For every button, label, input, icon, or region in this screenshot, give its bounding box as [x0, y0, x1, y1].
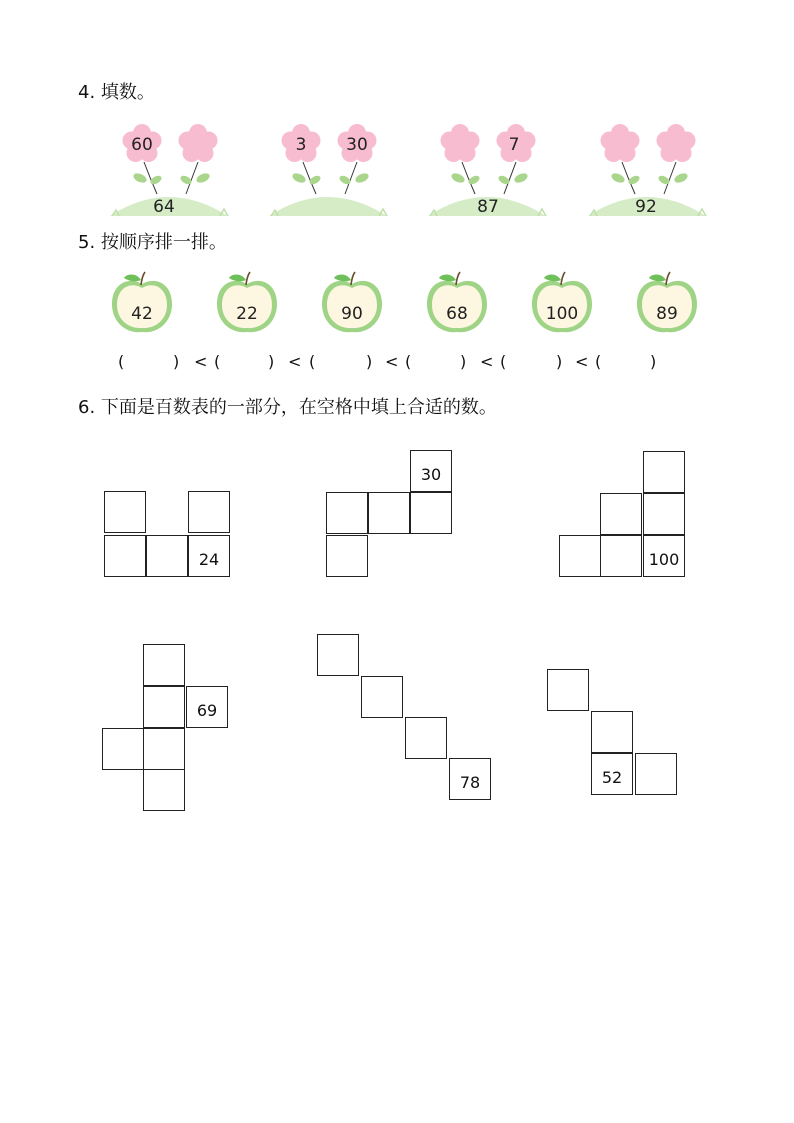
apple-4: [425, 270, 489, 336]
hundred-chart-cell[interactable]: [410, 492, 452, 534]
paren-close: ): [556, 352, 563, 371]
hundred-chart-cell[interactable]: [643, 451, 685, 493]
paren-open: (: [500, 352, 507, 371]
paren-open: (: [595, 352, 602, 371]
hundred-chart-cell[interactable]: [635, 753, 677, 795]
hundred-chart-cell[interactable]: [104, 535, 146, 577]
hundred-chart-cell[interactable]: [405, 717, 447, 759]
apple-5: [530, 270, 594, 336]
hundred-chart-cell[interactable]: [368, 492, 410, 534]
flower-left-number: 60: [131, 135, 153, 155]
paren-close: ): [173, 352, 180, 371]
apple-icon: [320, 270, 384, 336]
flower-right-number: 7: [508, 135, 520, 155]
hundred-chart-cell[interactable]: [143, 644, 185, 686]
hundred-chart-cell[interactable]: [143, 686, 185, 728]
hundred-chart-cell[interactable]: [188, 491, 230, 533]
hundred-chart-cell[interactable]: [591, 711, 633, 753]
apple-number: 89: [656, 304, 678, 324]
apple-2: [215, 270, 279, 336]
hundred-chart-cell-given: 30: [410, 450, 452, 492]
flower-right-number: 30: [346, 135, 368, 155]
hundred-chart-cell[interactable]: [361, 676, 403, 718]
flower-total-number: 92: [635, 197, 657, 217]
hundred-chart-cell[interactable]: [143, 769, 185, 811]
paren-close: ): [650, 352, 657, 371]
less-than-sign: <: [288, 352, 302, 371]
hundred-chart-cell-given: 100: [643, 535, 685, 577]
apple-number: 68: [446, 304, 468, 324]
apple-6: [635, 270, 699, 336]
less-than-sign: <: [480, 352, 494, 371]
flower-group-1: [110, 120, 230, 220]
apple-icon: [530, 270, 594, 336]
hundred-chart-cell-given: 52: [591, 753, 633, 795]
hundred-chart-cell-given: 24: [188, 535, 230, 577]
hundred-chart-cell[interactable]: [547, 669, 589, 711]
paren-open: (: [405, 352, 412, 371]
apple-number: 22: [236, 304, 258, 324]
paren-close: ): [366, 352, 373, 371]
apple-icon: [635, 270, 699, 336]
hundred-chart-cell[interactable]: [559, 535, 601, 577]
apple-number: 42: [131, 304, 153, 324]
hundred-chart-cell[interactable]: [317, 634, 359, 676]
paren-close: ): [268, 352, 275, 371]
hundred-chart-cell[interactable]: [102, 728, 144, 770]
hundred-chart-cell-given: 69: [186, 686, 228, 728]
less-than-sign: <: [385, 352, 399, 371]
less-than-sign: <: [194, 352, 208, 371]
apple-1: [110, 270, 174, 336]
apple-3: [320, 270, 384, 336]
apple-icon: [215, 270, 279, 336]
apple-number: 90: [341, 304, 363, 324]
hundred-chart-cell[interactable]: [600, 493, 642, 535]
hundred-chart-cell[interactable]: [104, 491, 146, 533]
hundred-chart-cell[interactable]: [600, 535, 642, 577]
apple-icon: [425, 270, 489, 336]
paren-open: (: [118, 352, 125, 371]
hundred-chart-cell[interactable]: [326, 492, 368, 534]
paren-close: ): [460, 352, 467, 371]
q5-heading: 5. 按顺序排一排。: [78, 232, 227, 253]
apple-number: 100: [545, 304, 579, 324]
hundred-chart-cell[interactable]: [146, 535, 188, 577]
hundred-chart-cell[interactable]: [326, 535, 368, 577]
flower-group-2: [269, 120, 389, 220]
paren-open: (: [214, 352, 221, 371]
paren-open: (: [309, 352, 316, 371]
hundred-chart-cell[interactable]: [143, 728, 185, 770]
q4-heading: 4. 填数。: [78, 82, 155, 103]
less-than-sign: <: [575, 352, 589, 371]
hundred-chart-cell-given: 78: [449, 758, 491, 800]
flower-total-number: 64: [153, 197, 175, 217]
flower-group-3: [428, 120, 548, 220]
hundred-chart-cell[interactable]: [643, 493, 685, 535]
q6-heading: 6. 下面是百数表的一部分，在空格中填上合适的数。: [78, 397, 497, 418]
apple-icon: [110, 270, 174, 336]
flower-group-4: [588, 120, 708, 220]
flower-left-number: 3: [295, 135, 307, 155]
flower-total-number: 87: [477, 197, 499, 217]
